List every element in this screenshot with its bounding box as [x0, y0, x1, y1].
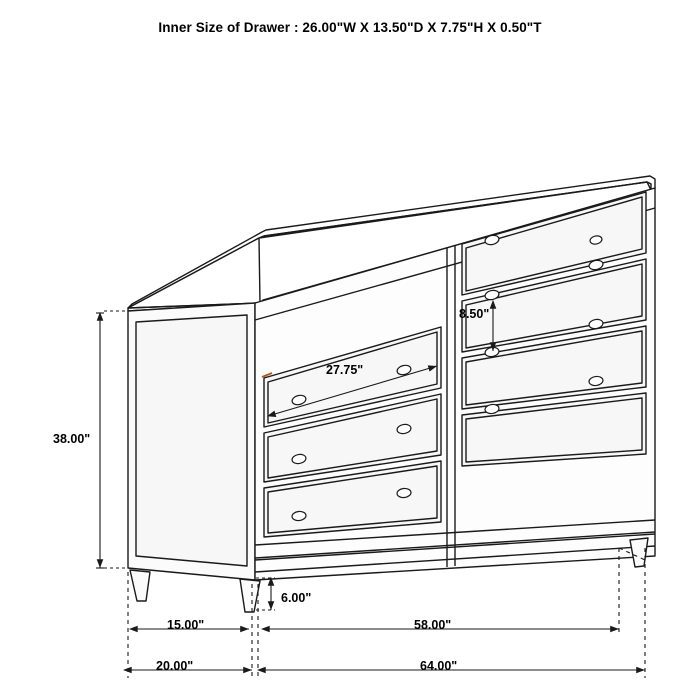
- label-drawer-width-left: 27.75": [326, 363, 364, 377]
- leg-front-right: [240, 579, 260, 612]
- label-leg-height: 6.00": [281, 591, 312, 605]
- dim-height-overall: [96, 311, 128, 568]
- leg-front-left: [130, 570, 150, 601]
- leg-back-right: [630, 538, 648, 567]
- label-drawer-height: 8.50": [459, 307, 490, 321]
- label-total-width: 64.00": [420, 659, 458, 673]
- label-depth: 20.00": [156, 659, 194, 673]
- left-side-panel: [128, 303, 255, 580]
- label-right-section-width: 58.00": [414, 618, 452, 632]
- label-height-overall: 38.00": [53, 432, 91, 446]
- page-title: Inner Size of Drawer : 26.00"W X 13.50"D X 7.75"H X 0.50"T: [158, 20, 542, 35]
- label-left-section-width: 15.00": [167, 618, 205, 632]
